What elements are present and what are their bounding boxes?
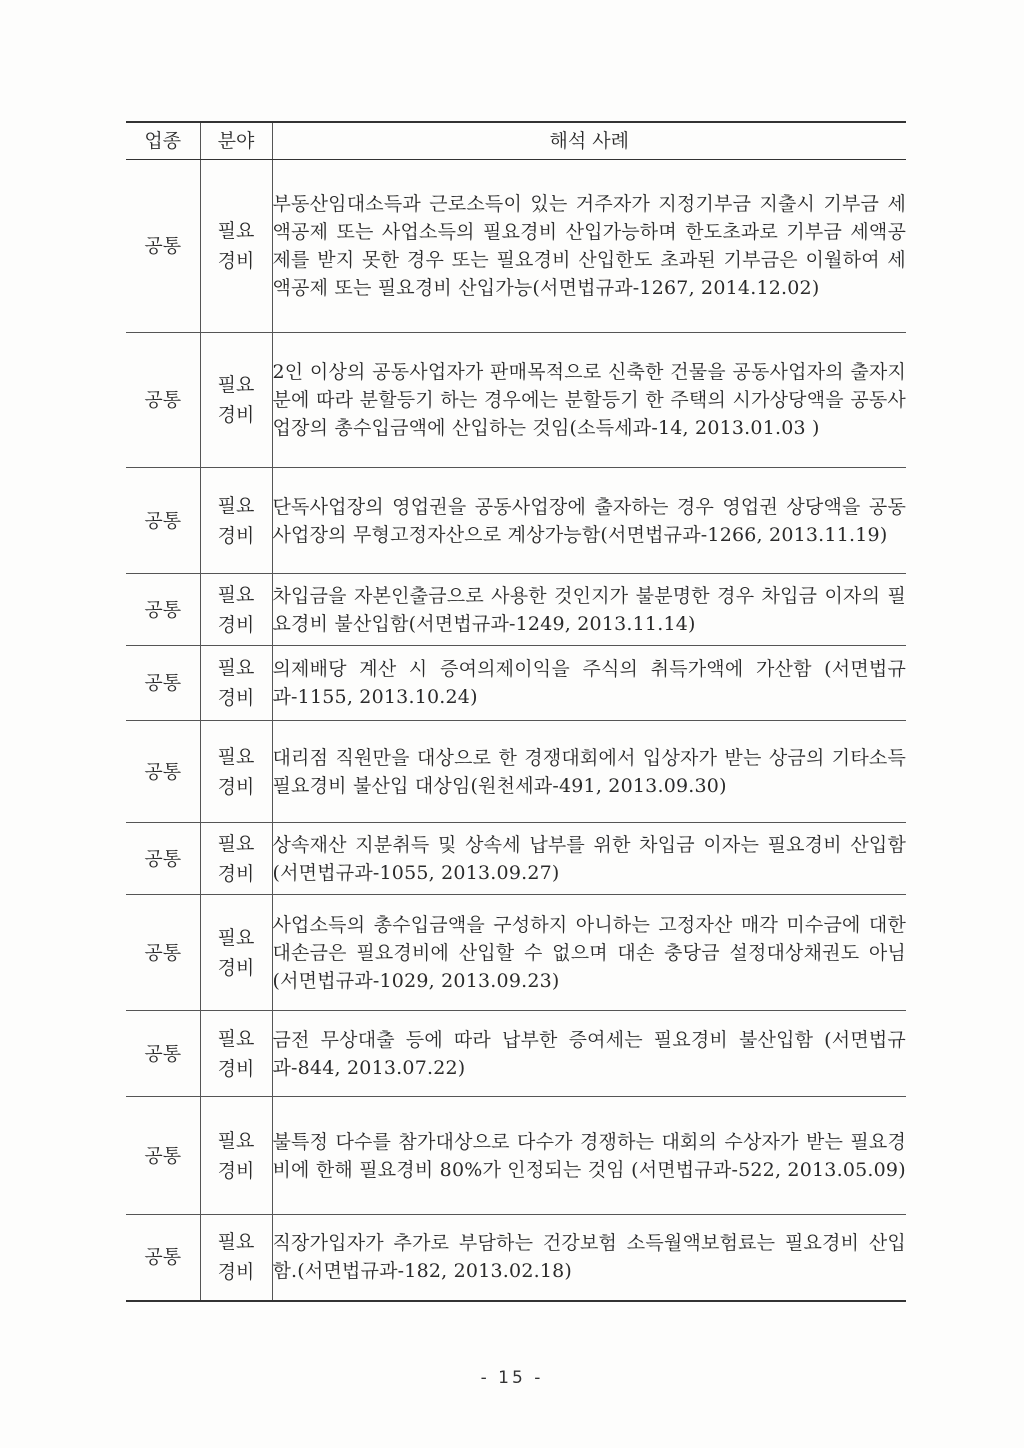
case-text-cell: 2인 이상의 공동사업자가 판매목적으로 신축한 건물을 공동사업자의 출자지분에 따라 분할등기 하는 경우에는 분할등기 한 주택의 시가상당액을 공동사업장의 총수입금액에 산입하는 것임(소득세과-14, 2013.01.03 ) xyxy=(272,333,906,468)
industry-cell: 공통 xyxy=(126,160,200,333)
industry-cell: 공통 xyxy=(126,1215,200,1301)
industry-cell: 공통 xyxy=(126,1097,200,1215)
table-row xyxy=(126,895,906,1011)
table-row xyxy=(126,574,906,646)
field-line-2: 경비 xyxy=(217,1159,255,1182)
field-cell xyxy=(200,1011,272,1097)
case-text-cell: 상속재산 지분취득 및 상속세 납부를 위한 차입금 이자는 필요경비 산입함(서면법규과-1055, 2013.09.27) xyxy=(272,823,906,895)
field-line-1: 필요 xyxy=(217,374,255,396)
field-line-2: 경비 xyxy=(217,862,255,885)
field-cell xyxy=(200,1097,272,1215)
case-text-cell: 대리점 직원만을 대상으로 한 경쟁대회에서 입상자가 받는 상금의 기타소득 필요경비 불산입 대상임(원천세과-491, 2013.09.30) xyxy=(272,721,906,823)
field-line-2: 경비 xyxy=(217,775,255,798)
field-line-2: 경비 xyxy=(217,956,255,979)
case-text-cell: 차입금을 자본인출금으로 사용한 것인지가 불분명한 경우 차입금 이자의 필요경비 불산입함(서면법규과-1249, 2013.11.14) xyxy=(272,574,906,646)
field-line-1: 필요 xyxy=(217,832,255,855)
field-line-1: 필요 xyxy=(217,220,255,242)
field-line-2: 경비 xyxy=(217,250,255,272)
field-cell xyxy=(200,574,272,646)
table-row xyxy=(126,160,906,333)
case-text-cell: 직장가입자가 추가로 부담하는 건강보험 소득월액보험료는 필요경비 산입함.(서면법규과-182, 2013.02.18) xyxy=(272,1215,906,1301)
industry-cell: 공통 xyxy=(126,1011,200,1097)
table-body xyxy=(126,160,906,1301)
industry-cell: 공통 xyxy=(126,574,200,646)
table-row xyxy=(126,468,906,574)
table-row xyxy=(126,1097,906,1215)
case-text-cell: 단독사업장의 영업권을 공동사업장에 출자하는 경우 영업권 상당액을 공동사업장의 무형고정자산으로 계상가능함(서면법규과-1266, 2013.11.19) xyxy=(272,468,906,574)
table-row xyxy=(126,823,906,895)
field-cell xyxy=(200,1215,272,1301)
industry-cell: 공통 xyxy=(126,646,200,721)
field-cell xyxy=(200,646,272,721)
field-cell xyxy=(200,823,272,895)
field-line-2: 경비 xyxy=(217,1057,255,1080)
industry-cell: 공통 xyxy=(126,333,200,468)
industry-cell: 공통 xyxy=(126,468,200,574)
case-text-cell: 부동산임대소득과 근로소득이 있는 거주자가 지정기부금 지출시 기부금 세액공제 또는 사업소득의 필요경비 산입가능하며 한도초과로 기부금 세액공제를 받지 못한 경우 또는 필요경비 산입한도 초과된 기부금은 이월하여 세액공제 또는 필요경비 산입가능(서면법규과-1267, 2014.12.02) xyxy=(272,160,906,333)
table-row xyxy=(126,1011,906,1097)
field-line-1: 필요 xyxy=(217,926,255,949)
field-cell xyxy=(200,721,272,823)
field-line-1: 필요 xyxy=(217,1129,255,1152)
field-cell xyxy=(200,895,272,1011)
page-number: - 15 - xyxy=(480,1368,544,1388)
field-line-1: 필요 xyxy=(217,1027,255,1050)
field-line-2: 경비 xyxy=(217,687,255,709)
field-line-1: 필요 xyxy=(217,657,255,679)
industry-cell: 공통 xyxy=(126,721,200,823)
table-row xyxy=(126,1215,906,1301)
header-case: 해석 사례 xyxy=(272,122,906,160)
field-cell xyxy=(200,468,272,574)
field-line-1: 필요 xyxy=(217,745,255,768)
case-text-cell: 금전 무상대출 등에 따라 납부한 증여세는 필요경비 불산입함 (서면법규과-844, 2013.07.22) xyxy=(272,1011,906,1097)
field-cell xyxy=(200,333,272,468)
table-header-row xyxy=(126,122,906,160)
field-line-2: 경비 xyxy=(217,404,255,426)
table-row xyxy=(126,721,906,823)
field-line-2: 경비 xyxy=(217,613,255,636)
case-text-cell: 의제배당 계산 시 증여의제이익을 주식의 취득가액에 가산함 (서면법규과-1155, 2013.10.24) xyxy=(272,646,906,721)
field-line-1: 필요 xyxy=(217,494,255,517)
field-cell xyxy=(200,160,272,333)
table-row xyxy=(126,333,906,468)
industry-cell: 공통 xyxy=(126,823,200,895)
interpretation-cases-table xyxy=(126,121,906,1302)
table-row xyxy=(126,646,906,721)
field-line-2: 경비 xyxy=(217,524,255,547)
header-field: 분야 xyxy=(200,122,272,160)
case-text-cell: 사업소득의 총수입금액을 구성하지 아니하는 고정자산 매각 미수금에 대한 대손금은 필요경비에 산입할 수 없으며 대손 충당금 설정대상채권도 아님 (서면법규과-1029, 2013.09.23) xyxy=(272,895,906,1011)
header-industry: 업종 xyxy=(126,122,200,160)
case-text-cell: 불특정 다수를 참가대상으로 다수가 경쟁하는 대회의 수상자가 받는 필요경비에 한해 필요경비 80%가 인정되는 것임 (서면법규과-522, 2013.05.09) xyxy=(272,1097,906,1215)
industry-cell: 공통 xyxy=(126,895,200,1011)
field-line-1: 필요 xyxy=(217,1231,255,1254)
field-line-2: 경비 xyxy=(217,1261,255,1284)
field-line-1: 필요 xyxy=(217,583,255,606)
